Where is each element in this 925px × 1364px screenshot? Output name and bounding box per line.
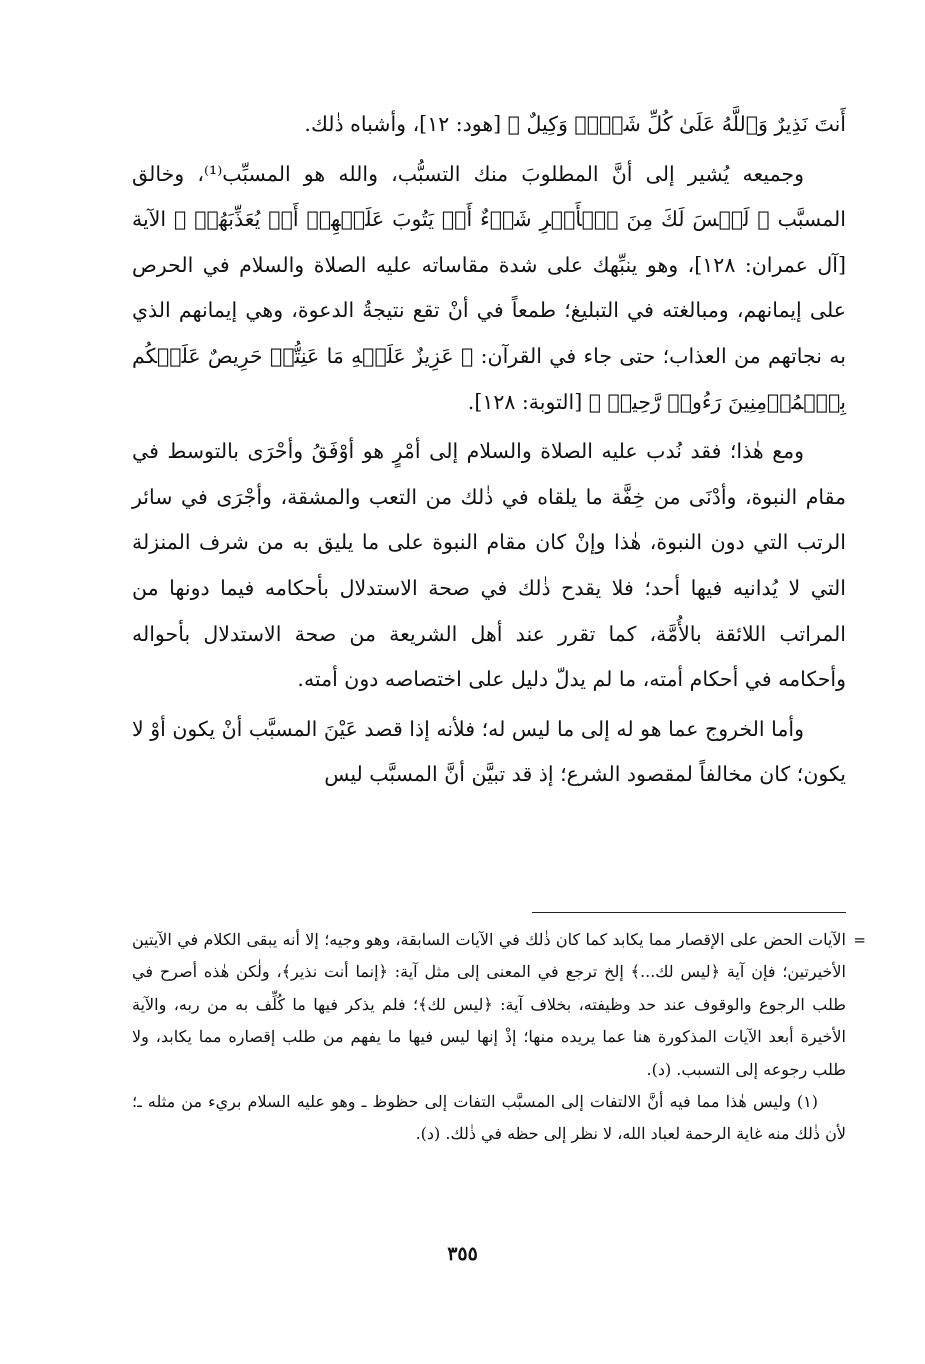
paragraph-departure: وأما الخروج عما هو له إلى ما ليس له؛ فلأنه إذا قصد عَيْنَ المسبَّب أنْ يكون أوْ لا يكون؛ كان مخالفاً لمقصود الشرع؛ إذ قد تبيَّن أنَّ المسبَّب ليس	[132, 716, 846, 787]
footnotes	[132, 924, 866, 1151]
continuation-mark: =	[853, 931, 866, 949]
paragraph-causation: وجميعه يُشير إلى أنَّ المطلوبَ منك التسبُّب، والله هو المسبِّب⁽¹⁾، وخالق المسبَّب ﴿ لَيۡسَ لَكَ مِنَ ٱلۡأَمۡرِ شَيۡءٌ أَوۡ يَتُوبَ عَلَيۡهِمۡ أَوۡ يُعَذِّبَهُمۡ ﴾ الآية [آل عمران: ١٢٨]، وهو ينبِّهك على شدة مقاساته عليه الصلاة والسلام في الحرص على إيمانهم، ومبالغته في التبليغ؛ طمعاً في أنْ تقع نتيجةُ الدعوة، وهي إيمانهم الذي به نجاتهم من العذاب؛ حتى جاء في القرآن: ﴿ عَزِيزٌ عَلَيۡهِ مَا عَنِتُّمۡ حَرِيصٌ عَلَيۡكُم بِٱلۡمُؤۡمِنِينَ رَءُوفٞ رَّحِيمٞ ﴾ [التوبة: ١٢٨].	[132, 161, 846, 414]
footnote-1: (١) وليس هٰذا مما فيه أنَّ الالتفات إلى المسبَّب التفات إلى حظوظ ـ وهو عليه السلام بريء من مثله ـ؛ لأن ذٰلك منه غاية الرحمة لعباد الله، لا نظر إلى حظه في ذٰلك. (د).	[132, 1092, 846, 1144]
main-text	[132, 102, 846, 798]
page-number: ٣٥٥	[447, 1243, 478, 1265]
footnote-separator	[532, 912, 846, 913]
paragraph-prophethood: ومع هٰذا؛ فقد نُدب عليه الصلاة والسلام إلى أمْرٍ هو أوْفَقُ وأحْرَى بالتوسط في مقام النبوة، وأدْنَى من خِفَّة ما يلقاه في ذٰلك من التعب والمشقة، وأجْرَى في سائر الرتب التي دون النبوة، هٰذا وإنْ كان مقام النبوة على ما يليق به من شرف المنزلة التي لا يُدانيه فيها أحد؛ فلا يقدح ذٰلك في صحة الاستدلال بأحكامه فيما دونها من المراتب اللائقة بالأُمَّة، كما تقرر عند أهل الشريعة من صحة الاستدلال بأحواله وأحكامه في أحكام أمته، ما لم يدلّ دليل على اختصاصه دون أمته.	[132, 439, 846, 692]
footnote-continuation	[132, 924, 866, 1086]
footnote-continuation-text: الآيات الحض على الإقصار مما يكابد كما كان ذٰلك في الآيات السابقة، وهو وجيه؛ إلا أنه يبقى الكلام في الآيتين الأخيرتين؛ فإن آية ﴿ليس لك...﴾ إلخ ترجع في المعنى إلى مثل آية: ﴿إنما أنت نذير﴾، ولٰكن هٰذه أصرح في طلب الرجوع والوقوف عند حد وظيفته، بخلاف آية: ﴿ليس لك﴾؛ فلم يذكر فيها ما كُلِّف به من ربه، والآية الأخيرة أبعد الآيات المذكورة هنا عما يريده منها؛ إذْ إنها ليس فيها ما يفهم من طلب إقصاره مما يكابد، ولا طلب رجوعه إلى التسبب. (د).	[132, 930, 846, 1079]
paragraph-verse-end: أَنتَ نَذِيرٌ وَٱللَّهُ عَلَىٰ كُلِّ شَيۡءٖ وَكِيلٌ ﴾ [هود: ١٢]، وأشباه ذٰلك.	[304, 112, 846, 136]
